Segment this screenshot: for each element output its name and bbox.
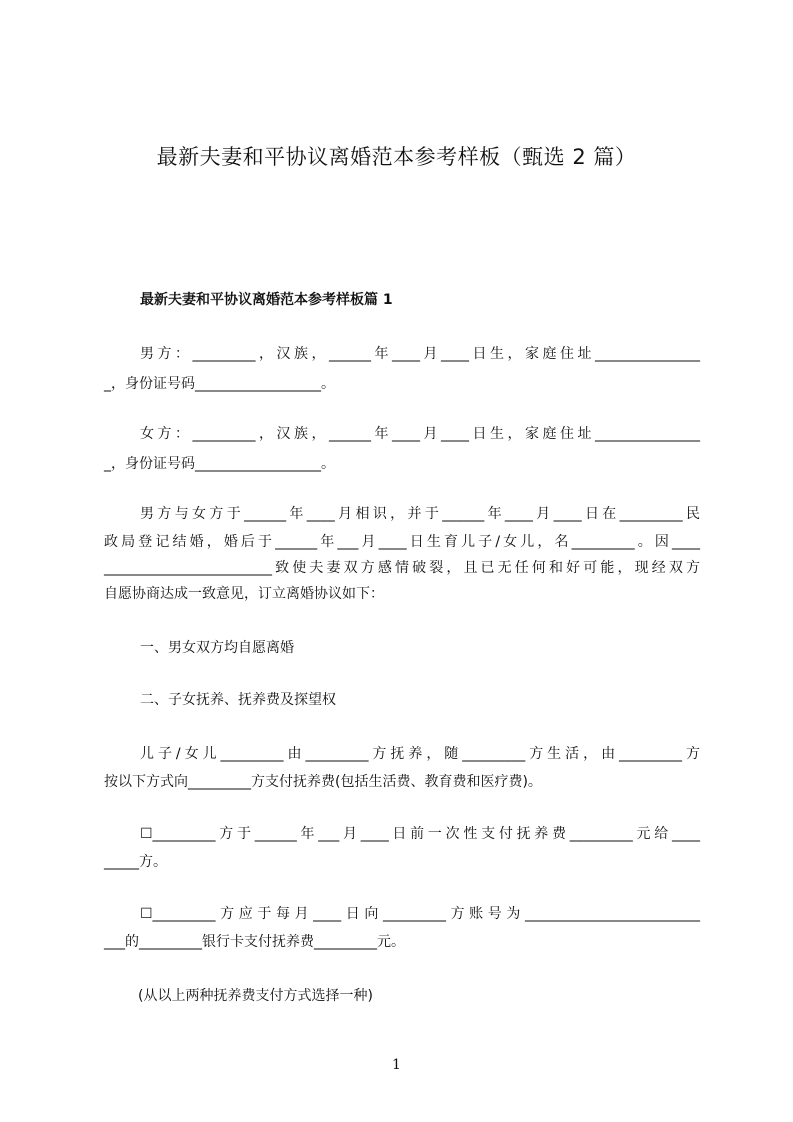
male-party-line-2: _，身份证号码__________________。 bbox=[104, 376, 335, 392]
section-heading: 最新夫妻和平协议离婚范本参考样板篇 1 bbox=[140, 292, 393, 308]
custody-line-2: 按以下方式向_________方支付抚养费(包括生活费、教育费和医疗费)。 bbox=[104, 774, 542, 790]
marriage-line-3: ________________________致使夫妻双方感情破裂，且已无任何和好可能，现经双方 bbox=[104, 560, 700, 576]
female-party-line-1: 女方：_________，汉族，______年____月____日生，家庭住址_______________ bbox=[140, 426, 700, 442]
custody-line-1: 儿子/女儿_________由_________方抚养，随_________方生活，由_________方 bbox=[140, 746, 700, 762]
clause-2: 二、子女抚养、抚养费及探望权 bbox=[140, 692, 336, 708]
payment-option-2-line-1: ☐_________方应于每月____日向_________方账号为_________________________ bbox=[140, 906, 700, 922]
page-number: 1 bbox=[392, 1057, 401, 1073]
payment-option-1-line-1: ☐_________方于______年___月____日前一次性支付抚养费_________元给____ bbox=[140, 826, 700, 842]
female-party-line-2: _，身份证号码__________________。 bbox=[104, 456, 335, 472]
payment-option-2-line-2: ___的_________银行卡支付抚养费_________元。 bbox=[104, 934, 405, 950]
marriage-line-1: 男方与女方于______年____月相识，并于______年____月____日在_________民 bbox=[140, 506, 700, 522]
marriage-line-4: 自愿协商达成一致意见，订立离婚协议如下： bbox=[104, 586, 384, 602]
payment-method-note: (从以上两种抚养费支付方式选择一种) bbox=[138, 988, 373, 1004]
clause-1: 一、男女双方均自愿离婚 bbox=[140, 640, 294, 656]
male-party-line-1: 男方：_________，汉族，______年____月____日生，家庭住址_______________ bbox=[140, 346, 700, 362]
document-title: 最新夫妻和平协议离婚范本参考样板（甄选 2 篇） bbox=[156, 145, 637, 169]
marriage-line-2: 政局登记结婚，婚后于______年___月____日生育儿子/女儿，名_________。因____ bbox=[104, 534, 700, 550]
payment-option-1-line-2: _____方。 bbox=[104, 854, 167, 870]
